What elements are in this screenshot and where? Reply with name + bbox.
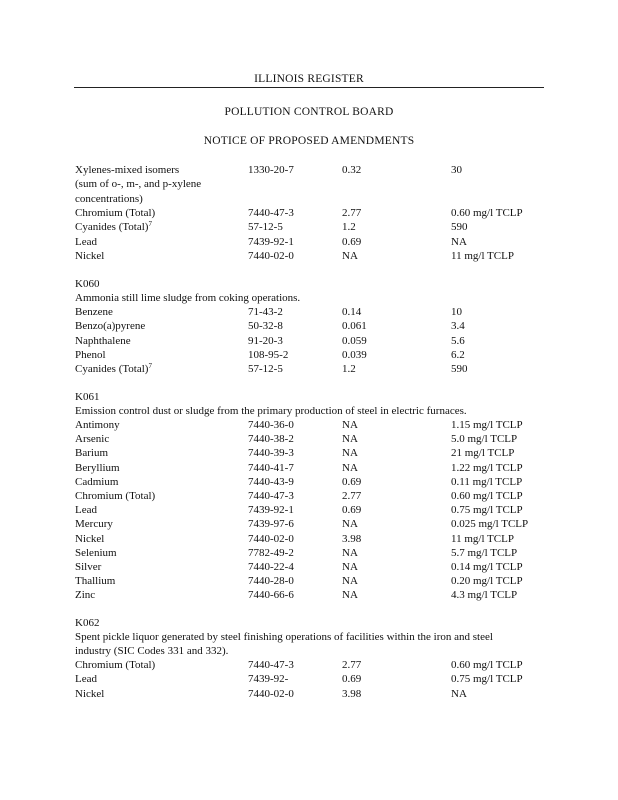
nonwastewater-value: 6.2 bbox=[451, 348, 465, 361]
cas-number: 7440-02-0 bbox=[248, 532, 294, 545]
waste-code-k062: K062 bbox=[75, 617, 100, 629]
cas-number: 7440-28-0 bbox=[248, 575, 294, 588]
wastewater-value: 0.69 bbox=[342, 475, 362, 488]
cas-number: 7782-49-2 bbox=[248, 546, 294, 559]
constituent-name: Benzene bbox=[75, 306, 113, 318]
wastewater-value: NA bbox=[342, 561, 358, 573]
constituent-name: Selenium bbox=[75, 546, 117, 559]
constituent-name: Nickel bbox=[75, 249, 105, 262]
nonwastewater-value: 21 mg/l TCLP bbox=[451, 447, 515, 460]
table-row bbox=[0, 588, 618, 602]
constituent-name: Phenol bbox=[75, 348, 106, 361]
cas-number: 7440-39-3 bbox=[248, 447, 294, 460]
nonwastewater-value: 30 bbox=[451, 164, 462, 176]
wastewater-value: 0.69 bbox=[342, 673, 362, 686]
table-row bbox=[0, 532, 618, 546]
wastewater-value: NA bbox=[342, 433, 358, 446]
constituent-name: Nickel bbox=[75, 687, 105, 700]
waste-desc-k062-line2: industry (SIC Codes 331 and 332). bbox=[75, 645, 229, 657]
constituent-name: Silver bbox=[75, 561, 102, 573]
board-title: POLLUTION CONTROL BOARD bbox=[224, 106, 394, 118]
constituent-name: Chromium (Total) bbox=[75, 490, 156, 502]
cas-number: 57-12-5 bbox=[248, 221, 283, 234]
wastewater-value: 0.059 bbox=[342, 334, 367, 347]
wastewater-value: 3.98 bbox=[342, 532, 362, 545]
table-row bbox=[0, 517, 618, 531]
nonwastewater-value: 0.14 mg/l TCLP bbox=[451, 561, 523, 573]
table-row bbox=[0, 348, 618, 362]
nonwastewater-value: 0.025 mg/l TCLP bbox=[451, 518, 529, 531]
waste-desc-k061: Emission control dust or sludge from the primary production of steel in electric furnaces. bbox=[75, 405, 467, 417]
constituent-name: Barium bbox=[75, 447, 108, 460]
notice-title: NOTICE OF PROPOSED AMENDMENTS bbox=[203, 135, 415, 147]
cas-number: 7440-36-0 bbox=[248, 419, 294, 431]
nonwastewater-value: 0.75 mg/l TCLP bbox=[451, 504, 523, 517]
constituent-name: Lead bbox=[75, 235, 97, 248]
table-row bbox=[0, 249, 618, 263]
cas-number: 91-20-3 bbox=[248, 334, 283, 347]
nonwastewater-value: NA bbox=[451, 687, 467, 700]
table-row bbox=[0, 206, 618, 220]
table-row bbox=[0, 235, 618, 249]
nonwastewater-value: 11 mg/l TCLP bbox=[451, 249, 514, 262]
nonwastewater-value: 0.11 mg/l TCLP bbox=[451, 475, 523, 488]
wastewater-value: NA bbox=[342, 546, 358, 559]
nonwastewater-value: 4.3 mg/l TCLP bbox=[451, 589, 518, 602]
cas-number: 7440-02-0 bbox=[248, 249, 294, 262]
constituent-name: Lead bbox=[75, 504, 97, 517]
cas-number: 57-12-5 bbox=[248, 363, 283, 376]
nonwastewater-value: 0.60 mg/l TCLP bbox=[451, 659, 523, 671]
cas-number: 71-43-2 bbox=[248, 306, 283, 318]
cas-number: 7439-97-6 bbox=[248, 518, 294, 531]
cas-number: 7440-47-3 bbox=[248, 659, 294, 671]
nonwastewater-value: 3.4 bbox=[451, 320, 465, 333]
header-rule bbox=[74, 87, 544, 88]
constituent-name: Benzo(a)pyrene bbox=[75, 320, 146, 333]
constituent-name: Chromium (Total) bbox=[75, 659, 156, 671]
table-row bbox=[0, 489, 618, 503]
nonwastewater-value: 1.15 mg/l TCLP bbox=[451, 419, 523, 431]
table-row bbox=[0, 220, 618, 234]
wastewater-value: 3.98 bbox=[342, 687, 362, 700]
nonwastewater-value: 590 bbox=[451, 363, 468, 376]
waste-code-k061: K061 bbox=[75, 391, 100, 403]
nonwastewater-value: 10 bbox=[451, 306, 462, 318]
table-row bbox=[0, 687, 618, 701]
constituent-name: Antimony bbox=[75, 419, 120, 431]
cas-number: 7439-92-1 bbox=[248, 235, 294, 248]
cas-number: 50-32-8 bbox=[248, 320, 283, 333]
table-row bbox=[0, 503, 618, 517]
table-row bbox=[0, 362, 618, 376]
table-row bbox=[0, 672, 618, 686]
cas-number: 7439-92- bbox=[248, 673, 289, 686]
table-row bbox=[0, 177, 618, 191]
table-row bbox=[0, 163, 618, 177]
wastewater-value: NA bbox=[342, 249, 358, 262]
cas-number: 7440-02-0 bbox=[248, 687, 294, 700]
nonwastewater-value: 0.60 mg/l TCLP bbox=[451, 206, 523, 219]
constituent-name: Chromium (Total) bbox=[75, 206, 156, 219]
wastewater-value: NA bbox=[342, 575, 358, 588]
cas-number: 7439-92-1 bbox=[248, 504, 294, 517]
nonwastewater-value: NA bbox=[451, 235, 467, 248]
wastewater-value: 0.14 bbox=[342, 306, 362, 318]
constituent-name: Naphthalene bbox=[75, 334, 131, 347]
constituent-name: Thallium bbox=[75, 575, 116, 588]
table-row bbox=[0, 418, 618, 432]
cas-number: 7440-38-2 bbox=[248, 433, 294, 446]
table-row bbox=[0, 319, 618, 333]
constituent-name: Xylenes-mixed isomers bbox=[75, 164, 180, 176]
wastewater-value: 2.77 bbox=[342, 659, 362, 671]
table-row bbox=[0, 334, 618, 348]
constituent-name: (sum of o-, m-, and p-xylene bbox=[75, 178, 202, 191]
wastewater-value: 0.69 bbox=[342, 504, 362, 517]
nonwastewater-value: 0.60 mg/l TCLP bbox=[451, 490, 523, 502]
nonwastewater-value: 5.6 bbox=[451, 334, 465, 347]
footnote-marker: 7 bbox=[148, 362, 152, 371]
constituent-name: Arsenic bbox=[75, 433, 110, 446]
cas-number: 7440-47-3 bbox=[248, 490, 294, 502]
register-title: ILLINOIS REGISTER bbox=[254, 73, 364, 85]
wastewater-value: 1.2 bbox=[342, 363, 356, 376]
waste-code-k060: K060 bbox=[75, 278, 100, 290]
table-row bbox=[0, 546, 618, 560]
nonwastewater-value: 0.20 mg/l TCLP bbox=[451, 575, 523, 588]
footnote-marker: 7 bbox=[148, 220, 152, 229]
nonwastewater-value: 0.75 mg/l TCLP bbox=[451, 673, 523, 686]
table-row bbox=[0, 658, 618, 672]
table-row bbox=[0, 305, 618, 319]
constituent-name: Beryllium bbox=[75, 461, 120, 474]
wastewater-value: 0.039 bbox=[342, 348, 367, 361]
nonwastewater-value: 5.7 mg/l TCLP bbox=[451, 546, 518, 559]
wastewater-value: 0.32 bbox=[342, 164, 362, 176]
cas-number: 108-95-2 bbox=[248, 348, 289, 361]
nonwastewater-value: 11 mg/l TCLP bbox=[451, 532, 514, 545]
constituent-name: Cyanides (Total)$^7$ bbox=[75, 220, 152, 234]
constituent-name: Nickel bbox=[75, 532, 105, 545]
cas-number: 1330-20-7 bbox=[248, 164, 294, 176]
wastewater-value: 2.77 bbox=[342, 490, 362, 502]
table-row bbox=[0, 446, 618, 460]
constituent-name: Cyanides (Total)$^7$ bbox=[75, 362, 152, 376]
nonwastewater-value: 1.22 mg/l TCLP bbox=[451, 461, 523, 474]
waste-desc-k062-line1: Spent pickle liquor generated by steel finishing operations of facilities within the iron and steel bbox=[75, 631, 493, 643]
wastewater-value: 0.69 bbox=[342, 235, 362, 248]
wastewater-value: 2.77 bbox=[342, 206, 362, 219]
wastewater-value: NA bbox=[342, 419, 358, 431]
wastewater-value: 0.061 bbox=[342, 320, 367, 333]
wastewater-value: 1.2 bbox=[342, 221, 356, 234]
nonwastewater-value: 5.0 mg/l TCLP bbox=[451, 433, 518, 446]
wastewater-value: NA bbox=[342, 589, 358, 602]
cas-number: 7440-47-3 bbox=[248, 206, 294, 219]
waste-desc-k060: Ammonia still lime sludge from coking operations. bbox=[75, 292, 301, 304]
cas-number: 7440-66-6 bbox=[248, 589, 294, 602]
constituent-name: Mercury bbox=[75, 518, 113, 531]
wastewater-value: NA bbox=[342, 518, 358, 531]
nonwastewater-value: 590 bbox=[451, 221, 468, 234]
table-row bbox=[0, 475, 618, 489]
table-row bbox=[0, 574, 618, 588]
wastewater-value: NA bbox=[342, 461, 358, 474]
table-row bbox=[0, 192, 618, 206]
cas-number: 7440-22-4 bbox=[248, 561, 294, 573]
constituent-name: Cadmium bbox=[75, 475, 119, 488]
wastewater-value: NA bbox=[342, 447, 358, 460]
cas-number: 7440-41-7 bbox=[248, 461, 294, 474]
constituent-name: Lead bbox=[75, 673, 97, 686]
constituent-name: concentrations) bbox=[75, 192, 143, 205]
constituent-name: Zinc bbox=[75, 589, 96, 602]
table-row bbox=[0, 560, 618, 574]
table-row bbox=[0, 432, 618, 446]
cas-number: 7440-43-9 bbox=[248, 475, 294, 488]
table-row bbox=[0, 461, 618, 475]
